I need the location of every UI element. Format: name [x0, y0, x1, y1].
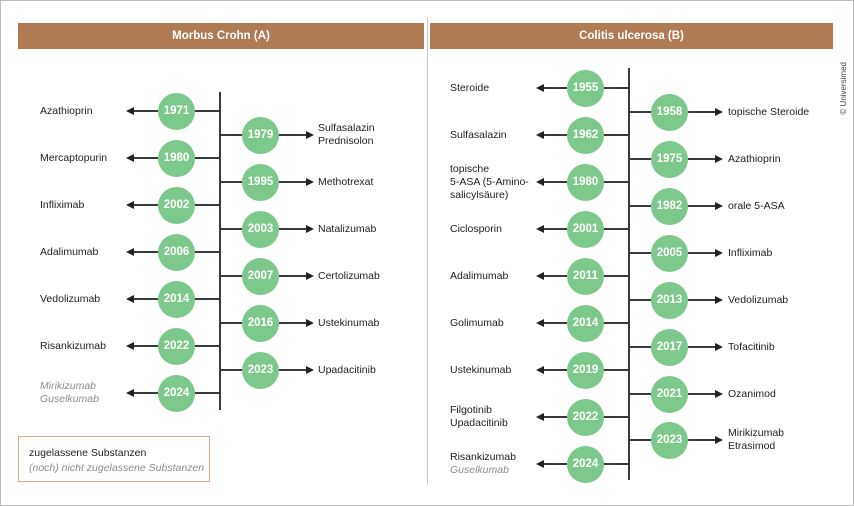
colitis-right-label-line: Azathioprin — [728, 152, 781, 165]
crohn-right-label — [318, 176, 373, 189]
colitis-right-label-line: Vedolizumab — [728, 293, 789, 306]
crohn-left-label — [40, 152, 107, 165]
crohn-right-label — [318, 317, 379, 330]
colitis-year-bubble: 1962 — [567, 117, 604, 154]
colitis-left-arrowhead — [536, 272, 544, 280]
crohn-year-bubble: 1980 — [158, 140, 195, 177]
colitis-axis — [628, 68, 630, 480]
colitis-right-arrowhead — [715, 202, 723, 210]
colitis-left-arrowhead — [536, 366, 544, 374]
legend-not-approved: (noch) nicht zugelassene Substanzen — [29, 462, 205, 474]
colitis-right-label — [728, 341, 775, 354]
crohn-right-arrow-line — [279, 369, 306, 371]
colitis-left-label-line: Filgotinib — [450, 404, 493, 416]
colitis-left-label — [450, 270, 508, 283]
colitis-left-label-line: Steroide — [450, 81, 490, 94]
colitis-left-label-line: Upadacitinib — [450, 417, 508, 429]
crohn-year-bubble: 2024 — [158, 375, 195, 412]
crohn-left-arrow-line — [132, 392, 158, 394]
colitis-left-label — [450, 364, 511, 377]
crohn-left-label-line: Mirikizumab — [40, 380, 97, 392]
colitis-left-arrow-line — [542, 87, 567, 89]
colitis-year-bubble: 2021 — [651, 376, 688, 413]
crohn-year-bubble: 1995 — [242, 164, 279, 201]
crohn-left-label-line: Guselkumab — [40, 393, 99, 405]
crohn-left-label-line: Risankizumab — [40, 339, 106, 352]
colitis-right-label — [728, 427, 784, 453]
legend-approved: zugelassene Substanzen — [29, 447, 147, 459]
crohn-year-bubble: 2002 — [158, 187, 195, 224]
colitis-year-bubble: 1982 — [651, 188, 688, 225]
crohn-right-label-line: Sulfasalazin — [318, 122, 375, 134]
colitis-year-bubble: 2001 — [567, 211, 604, 248]
crohn-left-arrow-line — [132, 204, 158, 206]
colitis-right-arrow-line — [688, 393, 715, 395]
colitis-left-label-line: Ustekinumab — [450, 363, 512, 376]
colitis-right-arrow-line — [688, 346, 715, 348]
colitis-left-arrowhead — [536, 131, 544, 139]
colitis-right-label — [728, 388, 776, 401]
colitis-left-arrow-line — [542, 416, 567, 418]
colitis-left-label — [450, 404, 508, 430]
crohn-left-label — [40, 380, 99, 406]
crohn-year-bubble: 2006 — [158, 234, 195, 271]
colitis-left-label — [450, 163, 529, 202]
crohn-right-arrowhead — [306, 366, 314, 374]
colitis-left-arrowhead — [536, 84, 544, 92]
crohn-left-label — [40, 340, 106, 353]
crohn-right-arrowhead — [306, 319, 314, 327]
crohn-left-label — [40, 246, 98, 259]
crohn-right-label-line: Natalizumab — [318, 222, 377, 235]
colitis-year-bubble: 2024 — [567, 446, 604, 483]
crohn-left-arrowhead — [126, 342, 134, 350]
crohn-left-label-line: Vedolizumab — [40, 292, 101, 305]
colitis-left-arrow-line — [542, 134, 567, 136]
colitis-left-arrow-line — [542, 275, 567, 277]
colitis-right-label-line: orale 5-ASA — [728, 199, 785, 212]
crohn-left-label-line: Infliximab — [40, 198, 85, 211]
colitis-left-arrowhead — [536, 225, 544, 233]
colitis-right-arrow-line — [688, 252, 715, 254]
colitis-right-label-line: Ozanimod — [728, 387, 776, 400]
crohn-right-label — [318, 122, 375, 148]
crohn-left-arrow-line — [132, 110, 158, 112]
copyright-note: © Universimed — [839, 62, 848, 115]
crohn-left-label-line: Adalimumab — [40, 245, 99, 258]
colitis-left-label — [450, 82, 489, 95]
colitis-left-label — [450, 129, 507, 142]
panel-b-header — [430, 23, 833, 49]
crohn-left-arrow-line — [132, 157, 158, 159]
colitis-right-arrow-line — [688, 158, 715, 160]
panel-divider — [427, 18, 428, 484]
colitis-left-label-line: Ciclosporin — [450, 222, 502, 235]
crohn-right-arrow-line — [279, 228, 306, 230]
colitis-right-arrow-line — [688, 111, 715, 113]
colitis-year-bubble: 2022 — [567, 399, 604, 436]
crohn-year-bubble: 1979 — [242, 117, 279, 154]
crohn-right-label — [318, 223, 376, 236]
panel-b-title: Colitis ulcerosa (B) — [579, 30, 684, 42]
crohn-right-label-line: Ustekinumab — [318, 316, 380, 329]
colitis-right-arrowhead — [715, 296, 723, 304]
crohn-left-arrowhead — [126, 389, 134, 397]
colitis-year-bubble: 2014 — [567, 305, 604, 342]
crohn-right-arrow-line — [279, 322, 306, 324]
colitis-left-arrow-line — [542, 322, 567, 324]
crohn-year-bubble: 1971 — [158, 93, 195, 130]
colitis-left-label-line: topische — [450, 162, 490, 175]
colitis-left-label — [450, 317, 504, 330]
crohn-left-label — [40, 199, 84, 212]
colitis-left-arrowhead — [536, 319, 544, 327]
crohn-year-bubble: 2007 — [242, 258, 279, 295]
crohn-right-label-line: Certolizumab — [318, 269, 380, 282]
crohn-left-arrow-line — [132, 345, 158, 347]
crohn-right-label-line: Prednisolon — [318, 135, 374, 147]
crohn-year-bubble: 2023 — [242, 352, 279, 389]
colitis-left-arrowhead — [536, 413, 544, 421]
crohn-right-arrowhead — [306, 272, 314, 280]
crohn-year-bubble: 2016 — [242, 305, 279, 342]
crohn-left-arrow-line — [132, 298, 158, 300]
colitis-year-bubble: 2011 — [567, 258, 604, 295]
colitis-right-label-line: Tofacitinib — [728, 340, 775, 353]
crohn-left-label-line: Mercaptopurin — [40, 151, 108, 164]
colitis-right-label-line: Infliximab — [728, 246, 773, 259]
colitis-left-arrow-line — [542, 228, 567, 230]
colitis-right-arrowhead — [715, 249, 723, 257]
colitis-right-label — [728, 294, 788, 307]
crohn-year-bubble: 2022 — [158, 328, 195, 365]
crohn-left-arrowhead — [126, 295, 134, 303]
colitis-year-bubble: 1955 — [567, 70, 604, 107]
crohn-right-label-line: Methotrexat — [318, 175, 374, 188]
colitis-left-arrowhead — [536, 460, 544, 468]
crohn-left-arrow-line — [132, 251, 158, 253]
crohn-right-arrow-line — [279, 134, 306, 136]
crohn-right-label — [318, 364, 376, 377]
colitis-right-label — [728, 153, 781, 166]
colitis-left-arrow-line — [542, 181, 567, 183]
colitis-right-arrowhead — [715, 390, 723, 398]
colitis-right-arrow-line — [688, 439, 715, 441]
colitis-right-arrowhead — [715, 108, 723, 116]
panel-a-title: Morbus Crohn (A) — [172, 30, 270, 42]
colitis-left-arrowhead — [536, 178, 544, 186]
panel-a-header — [18, 23, 424, 49]
colitis-left-label-line: salicylsäure) — [450, 188, 509, 201]
colitis-year-bubble: 2013 — [651, 282, 688, 319]
colitis-right-label — [728, 106, 809, 119]
crohn-right-label — [318, 270, 380, 283]
colitis-right-arrow-line — [688, 205, 715, 207]
crohn-right-arrow-line — [279, 275, 306, 277]
colitis-left-label-line: Sulfasalazin — [450, 128, 507, 141]
colitis-year-bubble: 1958 — [651, 94, 688, 131]
colitis-right-label — [728, 247, 772, 260]
colitis-right-arrow-line — [688, 299, 715, 301]
crohn-left-label — [40, 105, 93, 118]
colitis-left-arrow-line — [542, 463, 567, 465]
crohn-year-bubble: 2003 — [242, 211, 279, 248]
colitis-year-bubble: 2019 — [567, 352, 604, 389]
colitis-year-bubble: 2023 — [651, 422, 688, 459]
crohn-right-arrowhead — [306, 225, 314, 233]
crohn-axis — [219, 92, 221, 410]
colitis-left-label-line: Golimumab — [450, 316, 504, 329]
colitis-right-label-line: topische Steroide — [728, 105, 810, 118]
crohn-right-label-line: Upadacitinib — [318, 363, 376, 376]
colitis-left-label — [450, 223, 502, 236]
colitis-right-label-line: Etrasimod — [728, 440, 776, 452]
colitis-year-bubble: 2005 — [651, 235, 688, 272]
colitis-right-arrowhead — [715, 436, 723, 444]
colitis-right-arrowhead — [715, 155, 723, 163]
legend — [18, 436, 210, 482]
colitis-left-label — [450, 451, 516, 477]
crohn-left-arrowhead — [126, 154, 134, 162]
colitis-year-bubble: 2017 — [651, 329, 688, 366]
crohn-right-arrowhead — [306, 131, 314, 139]
colitis-left-label-line: Guselkumab — [450, 464, 509, 476]
colitis-left-label-line: Risankizumab — [450, 451, 516, 463]
crohn-left-arrowhead — [126, 107, 134, 115]
colitis-right-label-line: Mirikizumab — [728, 427, 785, 439]
colitis-year-bubble: 1975 — [651, 141, 688, 178]
colitis-right-arrowhead — [715, 343, 723, 351]
colitis-left-arrow-line — [542, 369, 567, 371]
crohn-right-arrowhead — [306, 178, 314, 186]
crohn-left-label — [40, 293, 100, 306]
crohn-left-arrowhead — [126, 201, 134, 209]
crohn-left-label-line: Azathioprin — [40, 104, 93, 117]
crohn-left-arrowhead — [126, 248, 134, 256]
colitis-left-label-line: 5-ASA (5-Amino- — [450, 175, 529, 188]
colitis-right-label — [728, 200, 785, 213]
crohn-year-bubble: 2014 — [158, 281, 195, 318]
colitis-year-bubble: 1980 — [567, 164, 604, 201]
colitis-left-label-line: Adalimumab — [450, 269, 509, 282]
crohn-right-arrow-line — [279, 181, 306, 183]
